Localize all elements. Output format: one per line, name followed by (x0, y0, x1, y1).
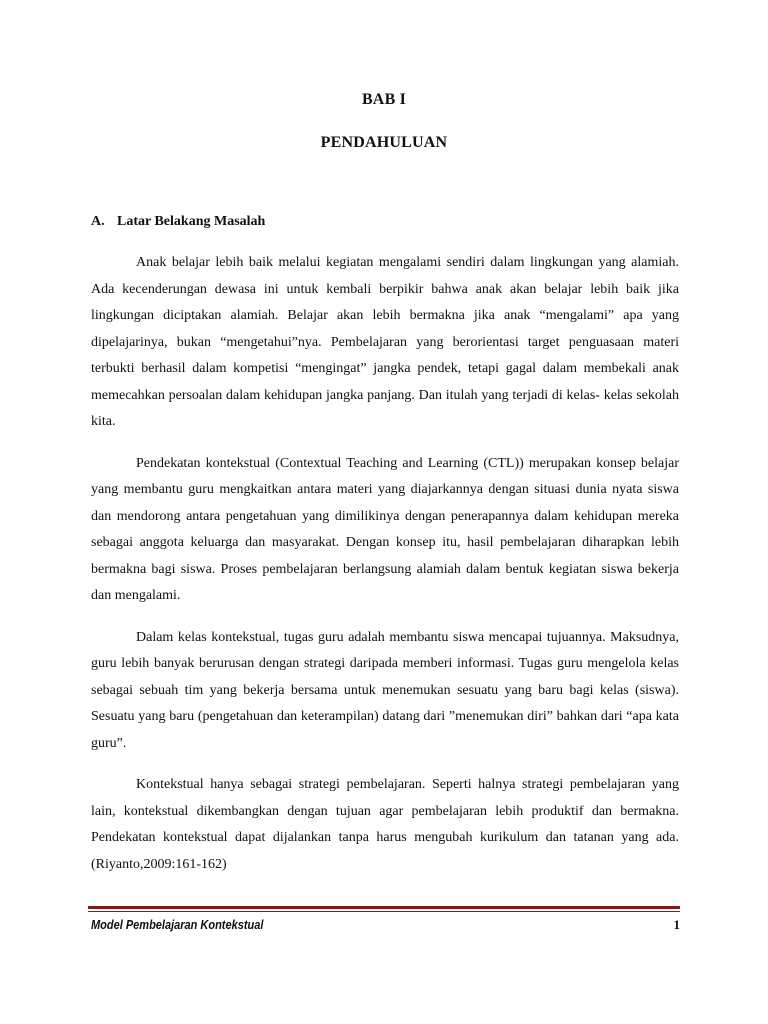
chapter-title: PENDAHULUAN (320, 134, 448, 151)
footer-title: Model Pembelajaran Kontekstual (91, 918, 264, 932)
paragraph-4: Kontekstual hanya sebagai strategi pembelajaran. Seperti halnya strategi pembelajaran yang lain, kontekstual dikembangkan dengan tujuan agar pembelajaran lebih produktif dan bermakna. Pendekatan kontekstual dapat dijalankan tanpa harus mengubah kurikulum dan tatanan yang ada.(Riyanto,2009:161-162) (91, 777, 679, 872)
page-number: 1 (673, 917, 680, 932)
footer-rule-thin (88, 911, 680, 912)
section-title: Latar Belakang Masalah (117, 214, 266, 229)
section-heading (91, 214, 265, 230)
section-letter: A. (91, 214, 105, 229)
paragraph-3: Dalam kelas kontekstual, tugas guru adalah membantu siswa mencapai tujuannya. Maksudnya, guru lebih banyak berurusan dengan strategi daripada memberi informasi. Tugas guru mengelola kelas sebagai sebuah tim yang bekerja bersama untuk menemukan sesuatu yang baru bagi kelas (siswa). Sesuatu yang baru (pengetahuan dan keterampilan) datang dari ”menemukan diri” bahkan dari “apa kata guru”. (91, 629, 679, 751)
paragraph-2: Pendekatan kontekstual (Contextual Teaching and Learning (CTL)) merupakan konsep belajar yang membantu guru mengkaitkan antara materi yang diajarkannya dengan situasi dunia nyata siswa dan mendorong antara pengetahuan yang dimilikinya dengan penerapannya dalam kehidupan mereka sebagai anggota keluarga dan masyarakat. Dengan konsep itu, hasil pembelajaran diharapkan lebih bermakna bagi siswa. Proses pembelajaran berlangsung alamiah dalam bentuk kegiatan siswa bekerja dan mengalami. (91, 455, 679, 603)
body-text (91, 250, 679, 893)
footer-rule-thick (88, 906, 680, 909)
paragraph-1: Anak belajar lebih baik melalui kegiatan mengalami sendiri dalam lingkungan yang alamiah. Ada kecenderungan dewasa ini untuk kembali berpikir bahwa anak akan belajar lebih baik jika lingkungan diciptakan alamiah. Belajar akan lebih bermakna jika anak “mengalami” apa yang dipelajarinya, bukan “mengetahui”nya. Pembelajaran yang berorientasi target penguasaan materi terbukti berhasil dalam kompetisi “mengingat” jangka pendek, tetapi gagal dalam membekali anak memecahkan persoalan dalam kehidupan jangka panjang. Dan itulah yang terjadi di kelas- kelas sekolah kita. (91, 255, 679, 429)
chapter-number: BAB I (361, 91, 407, 108)
